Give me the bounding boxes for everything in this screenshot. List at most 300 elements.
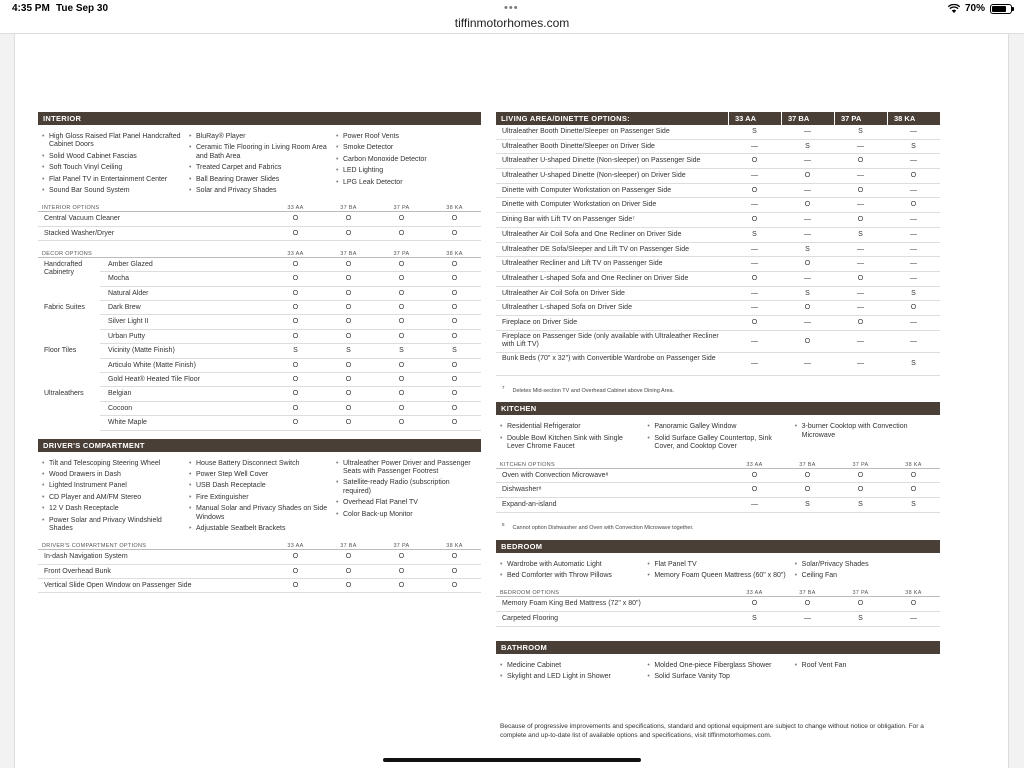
option-value: O <box>910 600 917 608</box>
drivers-feature-item: • 12 V Dash Receptacle <box>42 505 183 513</box>
option-value: O <box>804 486 811 494</box>
option-value: O <box>269 272 322 286</box>
option-value: O <box>428 373 481 387</box>
option-value: O <box>751 186 758 194</box>
model-column-header: 37 BA <box>340 205 357 212</box>
model-column-header: 38 KA <box>905 461 922 468</box>
bedroom-option-row <box>496 612 940 627</box>
option-value: — <box>751 289 758 297</box>
model-column-header: 37 BA <box>781 112 834 125</box>
interior-feature-item: • Sound Bar Sound System <box>42 187 183 195</box>
option-value: — <box>910 128 917 135</box>
bathroom-feature-item: • Solid Surface Vanity Top <box>647 673 788 681</box>
kitchen-feature-item: • 3-burner Cooktop with Convection Microwave <box>795 423 936 440</box>
living-option-row <box>496 287 940 302</box>
option-value: O <box>345 553 352 561</box>
drivers-feature-item: • House Battery Disconnect Switch <box>189 460 330 468</box>
kitchen-options-header: KITCHEN OPTIONS 33 AA 37 BA 37 PA 38 KA <box>496 461 940 469</box>
option-value: O <box>375 315 428 329</box>
option-value: — <box>857 304 864 312</box>
model-column-header: 37 BA <box>340 543 357 550</box>
option-value: O <box>269 330 322 344</box>
option-value: O <box>910 486 917 494</box>
decor-group-label <box>38 272 100 286</box>
option-label: Ultraleather Booth Dinette/Sleeper on Driver Side <box>502 142 655 150</box>
decor-option-label: Mocha <box>100 272 269 286</box>
drivers-feature-item: • Overhead Flat Panel TV <box>336 499 477 507</box>
option-value: O <box>857 486 864 494</box>
drivers-feature-item: • Color Back-up Monitor <box>336 511 477 519</box>
kitchen-features <box>496 415 940 456</box>
drivers-feature-item: • USB Dash Receptacle <box>189 482 330 490</box>
drivers-options-table <box>38 550 481 593</box>
option-value: — <box>751 360 758 368</box>
option-value: — <box>804 157 811 165</box>
option-value: S <box>805 501 810 509</box>
option-value: O <box>375 258 428 272</box>
option-label: Front Overhead Bunk <box>44 567 111 575</box>
drivers-feature-item: • Power Solar and Privacy Windshield Shades <box>42 517 183 534</box>
page-margin-left <box>0 34 14 768</box>
bathroom-feature-item: • Molded One-piece Fiberglass Shower <box>647 662 788 670</box>
living-option-row <box>496 213 940 228</box>
option-value: O <box>751 274 758 282</box>
interior-feature-item: • Flat Panel TV in Entertainment Center <box>42 176 183 184</box>
option-value: O <box>269 287 322 301</box>
model-column-header: 37 PA <box>393 250 410 257</box>
kitchen-option-row <box>496 498 940 513</box>
option-value: O <box>804 304 811 312</box>
disclaimer-text: Because of progressive improvements and specifications, standard and optional equipment are subject to change without notice or obligation. For a complete and up-to-date list of available options and specifications, visit tiffinmotorhomes.com. <box>500 723 924 739</box>
model-column-header: 37 PA <box>852 461 869 468</box>
option-value: O <box>751 157 758 165</box>
option-value: — <box>910 157 917 165</box>
living-option-row <box>496 154 940 169</box>
drivers-feature-item: • Wood Drawers in Dash <box>42 471 183 479</box>
bedroom-option-row <box>496 597 940 612</box>
option-value: — <box>804 318 811 326</box>
decor-group-label: Ultraleathers <box>44 390 84 398</box>
option-value: S <box>911 501 916 509</box>
option-value: O <box>322 330 375 344</box>
option-value: S <box>911 360 916 368</box>
interior-feature-item: • Ceramic Tile Flooring in Living Room Area and Bath Area <box>189 144 330 161</box>
model-column-header: 37 PA <box>852 590 869 597</box>
living-option-row <box>496 169 940 184</box>
decor-group-label <box>38 330 100 344</box>
option-value: S <box>911 289 916 297</box>
model-column-header: 37 PA <box>834 112 887 125</box>
option-value: O <box>375 416 428 430</box>
bedroom-feature-item: • Ceiling Fan <box>795 572 936 580</box>
option-value: — <box>857 245 864 253</box>
option-value: — <box>857 289 864 297</box>
option-value: O <box>804 172 811 180</box>
option-label: Bunk Beds (70" x 32") with Convertible Wardrobe on Passenger Side <box>502 355 716 363</box>
decor-option-row <box>38 330 481 344</box>
option-value: O <box>804 260 811 268</box>
option-value: O <box>322 402 375 416</box>
option-label: Carpeted Flooring <box>502 615 559 623</box>
kitchen-feature-item: • Double Bowl Kitchen Sink with Single Lever Chrome Faucet <box>500 435 641 452</box>
bedroom-options-header: BEDROOM OPTIONS 33 AA 37 BA 37 PA 38 KA <box>496 589 940 597</box>
option-value: O <box>857 274 864 282</box>
option-value: — <box>751 337 758 345</box>
option-value: — <box>857 142 864 150</box>
option-value: O <box>322 301 375 315</box>
option-label: Fireplace on Passenger Side (only available with Ultraleather Recliner with Lift TV) <box>502 332 719 349</box>
drivers-feature-item: • Power Step Well Cover <box>189 471 330 479</box>
option-value: O <box>269 416 322 430</box>
option-value: — <box>857 360 864 368</box>
living-option-row <box>496 257 940 272</box>
option-label: Oven with Convection Microwave⁸ <box>502 471 609 479</box>
drivers-feature-item: • Ultraleather Power Driver and Passenger Seats with Passenger Footrest <box>336 460 477 477</box>
option-label: Memory Foam King Bed Mattress (72" x 80") <box>502 600 641 608</box>
bathroom-header: BATHROOM <box>496 641 940 654</box>
drivers-feature-item: • CD Player and AM/FM Stereo <box>42 494 183 502</box>
option-value: — <box>804 360 811 368</box>
decor-option-row <box>38 402 481 416</box>
model-column-header: 38 KA <box>905 590 922 597</box>
option-value: O <box>857 318 864 326</box>
option-value: O <box>428 287 481 301</box>
interior-feature-item: • Soft Touch Vinyl Ceiling <box>42 164 183 172</box>
option-value: O <box>910 304 917 312</box>
option-value: O <box>322 359 375 373</box>
option-value: — <box>751 245 758 253</box>
option-label: Stacked Washer/Dryer <box>44 229 115 237</box>
option-value: S <box>322 344 375 358</box>
option-value: O <box>910 201 917 209</box>
option-value: O <box>428 301 481 315</box>
option-value: O <box>375 330 428 344</box>
decor-option-label: Vicinity (Matte Finish) <box>100 344 269 358</box>
drivers-feature-item: • Tilt and Telescoping Steering Wheel <box>42 460 183 468</box>
option-value: — <box>751 172 758 180</box>
living-option-row <box>496 316 940 331</box>
bathroom-feature-item: • Medicine Cabinet <box>500 662 641 670</box>
option-value: O <box>269 402 322 416</box>
option-label: Dinette with Computer Workstation on Passenger Side <box>502 186 672 194</box>
interior-feature-item: • Solid Wood Cabinet Fascias <box>42 153 183 161</box>
model-column-header: 33 AA <box>746 461 763 468</box>
decor-option-label: Dark Brew <box>100 301 269 315</box>
option-value: O <box>428 387 481 401</box>
interior-option-row <box>38 212 481 226</box>
option-value: O <box>269 359 322 373</box>
option-value: O <box>751 471 758 479</box>
option-value: O <box>428 416 481 430</box>
option-value: — <box>804 128 811 135</box>
kitchen-feature-item: • Panoramic Galley Window <box>647 423 788 431</box>
model-column-header: 33 AA <box>287 205 304 212</box>
drivers-options-header: DRIVER'S COMPARTMENT OPTIONS 33 AA 37 BA 37 PA 38 KA <box>38 542 481 550</box>
option-value: O <box>804 600 811 608</box>
decor-option-label: Belgian <box>100 387 269 401</box>
decor-options-table <box>38 258 481 431</box>
living-option-row <box>496 353 940 376</box>
bathroom-features <box>496 654 940 687</box>
living-option-row <box>496 243 940 258</box>
interior-feature-item: • BluRay® Player <box>189 133 330 141</box>
option-value: O <box>345 567 352 575</box>
option-value: O <box>451 229 458 237</box>
option-label: Expand-an-island <box>502 501 557 509</box>
option-value: O <box>857 600 864 608</box>
home-indicator[interactable] <box>383 758 641 762</box>
option-value: O <box>269 373 322 387</box>
decor-option-row <box>38 344 481 358</box>
decor-option-label: Cocoon <box>100 402 269 416</box>
living-option-row <box>496 331 940 354</box>
decor-option-row <box>38 315 481 329</box>
option-value: O <box>428 402 481 416</box>
kitchen-feature-item: • Solid Surface Galley Countertop, Sink Cover, and Cooktop Cover <box>647 435 788 452</box>
option-value: O <box>398 553 405 561</box>
drivers-feature-item: • Manual Solar and Privacy Shades on Side Windows <box>189 505 330 522</box>
option-label: Vertical Slide Open Window on Passenger Side <box>44 581 192 589</box>
option-label: Ultraleather Booth Dinette/Sleeper on Passenger Side <box>502 128 670 135</box>
option-value: — <box>751 304 758 312</box>
option-value: O <box>292 581 299 589</box>
model-column-header: 38 KA <box>446 250 463 257</box>
option-value: O <box>804 201 811 209</box>
option-value: S <box>752 128 757 135</box>
option-value: — <box>804 230 811 238</box>
decor-option-label: Amber Glazed <box>100 258 269 272</box>
option-value: — <box>910 260 917 268</box>
interior-feature-item: • Smoke Detector <box>336 144 477 152</box>
option-label: Ultraleather U-shaped Dinette (Non-sleeper) on Passenger Side <box>502 157 701 165</box>
decor-option-label: Gold Heat® Heated Tile Floor <box>100 373 269 387</box>
decor-group-label: Fabric Suites <box>44 303 85 311</box>
option-label: Ultraleather L-shaped Sofa on Driver Side <box>502 304 632 312</box>
drivers-option-row <box>38 550 481 564</box>
option-label: Ultraleather Recliner and Lift TV on Passenger Side <box>502 260 663 268</box>
kitchen-option-row <box>496 483 940 498</box>
model-column-header: 37 BA <box>799 590 816 597</box>
option-value: O <box>804 337 811 345</box>
option-value: — <box>910 216 917 224</box>
decor-option-label: White Maple <box>100 416 269 430</box>
option-label: Dining Bar with Lift TV on Passenger Side⁷ <box>502 216 635 224</box>
living-options-table <box>496 125 940 376</box>
bedroom-feature-item: • Wardrobe with Automatic Light <box>500 561 641 569</box>
option-label: Ultraleather L-shaped Sofa and One Recliner on Driver Side <box>502 274 689 282</box>
option-value: S <box>858 501 863 509</box>
kitchen-header: KITCHEN <box>496 402 940 415</box>
option-value: O <box>751 600 758 608</box>
living-option-row <box>496 301 940 316</box>
option-value: O <box>398 215 405 223</box>
option-value: O <box>857 186 864 194</box>
bedroom-options-table <box>496 597 940 626</box>
option-label: Ultraleather Air Coil Sofa on Driver Side <box>502 289 625 297</box>
living-option-row <box>496 140 940 155</box>
option-value: O <box>910 172 917 180</box>
living-option-row <box>496 198 940 213</box>
option-value: O <box>322 272 375 286</box>
option-value: — <box>751 260 758 268</box>
drivers-option-row <box>38 579 481 593</box>
option-value: O <box>375 359 428 373</box>
drivers-feature-item: • Lighted Instrument Panel <box>42 482 183 490</box>
interior-option-row <box>38 227 481 241</box>
option-value: — <box>751 201 758 209</box>
decor-option-row <box>38 301 481 315</box>
decor-option-row <box>38 416 481 430</box>
bedroom-header: BEDROOM <box>496 540 940 553</box>
option-value: — <box>910 318 917 326</box>
option-value: — <box>857 172 864 180</box>
option-label: Dishwasher⁸ <box>502 486 542 494</box>
option-value: O <box>322 387 375 401</box>
decor-group-label <box>38 416 100 430</box>
option-value: S <box>805 245 810 253</box>
interior-feature-item: • Power Roof Vents <box>336 133 477 141</box>
option-value: O <box>428 315 481 329</box>
option-value: O <box>751 318 758 326</box>
option-value: S <box>752 615 757 623</box>
model-column-header: 37 PA <box>393 205 410 212</box>
option-value: O <box>322 258 375 272</box>
decor-option-row <box>38 258 481 276</box>
interior-header: INTERIOR <box>38 112 481 125</box>
option-value: O <box>375 402 428 416</box>
drivers-feature-item: • Adjustable Seatbelt Brackets <box>189 525 330 533</box>
decor-group-label <box>38 287 100 301</box>
interior-feature-item: • Carbon Monoxide Detector <box>336 156 477 164</box>
option-value: O <box>269 301 322 315</box>
option-label: Ultraleather DE Sofa/Sleeper and Lift TV on Passenger Side <box>502 245 690 253</box>
option-value: O <box>451 553 458 561</box>
decor-option-row <box>38 387 481 401</box>
bathroom-feature-item: • Skylight and LED Light in Shower <box>500 673 641 681</box>
living-option-row <box>496 125 940 140</box>
option-value: O <box>751 216 758 224</box>
option-value: — <box>857 201 864 209</box>
option-label: In-dash Navigation System <box>44 553 128 561</box>
option-value: S <box>858 230 863 238</box>
model-column-header: 38 KA <box>887 112 940 125</box>
living-footnote: $^7$Deletes Mid-section TV and Overhead Cabinet above Dining Area. <box>502 384 675 394</box>
option-value: O <box>451 215 458 223</box>
option-value: O <box>322 287 375 301</box>
drivers-option-row <box>38 565 481 579</box>
option-value: O <box>345 215 352 223</box>
decor-group-label <box>38 373 100 387</box>
url-text[interactable]: tiffinmotorhomes.com <box>454 16 570 30</box>
decor-option-row <box>38 373 481 387</box>
option-value: O <box>322 315 375 329</box>
option-value: — <box>910 615 917 623</box>
interior-options-table <box>38 212 481 240</box>
bedroom-features <box>496 553 940 586</box>
bedroom-feature-item: • Memory Foam Queen Mattress (60" x 80") <box>647 572 788 580</box>
decor-options-header: DECOR OPTIONS 33 AA 37 BA 37 PA 38 KA <box>38 250 481 258</box>
option-value: — <box>910 337 917 345</box>
option-value: S <box>858 615 863 623</box>
interior-feature-item: • Treated Carpet and Fabrics <box>189 164 330 172</box>
interior-feature-item: • LPG Leak Detector <box>336 179 477 187</box>
option-value: O <box>269 258 322 272</box>
option-value: O <box>428 258 481 272</box>
option-value: S <box>269 344 322 358</box>
decor-option-row <box>38 272 481 286</box>
option-value: O <box>398 567 405 575</box>
interior-options-header: INTERIOR OPTIONS 33 AA 37 BA 37 PA 38 KA <box>38 204 481 212</box>
option-value: O <box>428 359 481 373</box>
decor-group-label <box>38 402 100 416</box>
tab-dots-icon[interactable]: ••• <box>504 2 519 14</box>
living-option-row <box>496 184 940 199</box>
decor-option-label: Urban Putty <box>100 330 269 344</box>
option-value: O <box>345 581 352 589</box>
option-value: O <box>375 301 428 315</box>
kitchen-options-table <box>496 469 940 513</box>
drivers-feature-item: • Satellite-ready Radio (subscription required) <box>336 479 477 496</box>
option-value: O <box>428 330 481 344</box>
bedroom-feature-item: • Solar/Privacy Shades <box>795 561 936 569</box>
drivers-features <box>38 452 481 539</box>
option-value: — <box>910 245 917 253</box>
option-value: — <box>751 501 758 509</box>
option-value: O <box>269 315 322 329</box>
option-value: O <box>269 387 322 401</box>
option-value: — <box>910 274 917 282</box>
option-value: S <box>911 142 916 150</box>
kitchen-feature-item: • Residential Refrigerator <box>500 423 641 431</box>
option-value: O <box>428 272 481 286</box>
option-value: O <box>857 471 864 479</box>
option-value: O <box>292 229 299 237</box>
interior-feature-item: • LED Lighting <box>336 167 477 175</box>
model-column-header: 37 BA <box>340 250 357 257</box>
bedroom-feature-item: • Bed Comforter with Throw Pillows <box>500 572 641 580</box>
option-value: — <box>857 260 864 268</box>
option-value: S <box>428 344 481 358</box>
option-value: O <box>451 581 458 589</box>
option-value: — <box>857 337 864 345</box>
url-bar[interactable] <box>0 12 1024 34</box>
interior-feature-item: • Solar and Privacy Shades <box>189 187 330 195</box>
option-value: — <box>804 216 811 224</box>
option-value: O <box>751 486 758 494</box>
option-value: S <box>805 142 810 150</box>
model-column-header: 33 AA <box>746 590 763 597</box>
drivers-header: DRIVER'S COMPARTMENT <box>38 439 481 452</box>
living-option-row <box>496 272 940 287</box>
option-value: O <box>292 567 299 575</box>
option-value: O <box>398 581 405 589</box>
kitchen-footnote: $^8$Cannot option Dishwasher and Oven with Convection Microwave together. <box>502 521 694 531</box>
option-value: — <box>751 142 758 150</box>
option-value: O <box>398 229 405 237</box>
model-column-header: 38 KA <box>446 543 463 550</box>
decor-group-label <box>38 315 100 329</box>
bathroom-feature-item: • Roof Vent Fan <box>795 662 936 670</box>
living-option-row <box>496 228 940 243</box>
interior-feature-item: • High Gloss Raised Flat Panel Handcrafted Cabinet Doors <box>42 133 183 150</box>
option-value: — <box>804 615 811 623</box>
option-value: O <box>804 471 811 479</box>
model-column-header: 33 AA <box>287 250 304 257</box>
option-label: Fireplace on Driver Side <box>502 318 578 326</box>
status-time: 4:35 PM <box>12 3 50 14</box>
option-value: O <box>910 471 917 479</box>
decor-option-label: Articulo White (Matte Finish) <box>100 359 269 373</box>
